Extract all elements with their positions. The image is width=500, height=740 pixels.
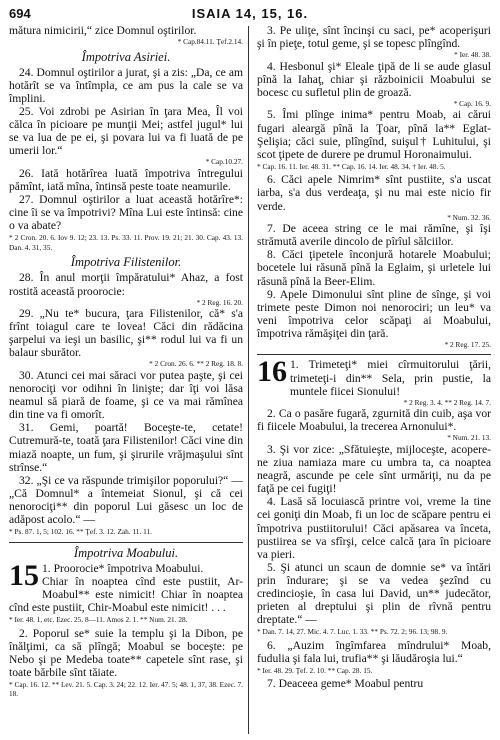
page-number: 694 <box>9 6 31 21</box>
cross-reference: * Cap. 16. 12. ** Lev. 21. 5. Cap. 3. 24; 22. 12. Ier. 47. 5; 48. 1, 37, 38. Ezec. 7. 18. <box>9 679 243 699</box>
chapter-number: 15 <box>9 558 39 592</box>
cross-reference: * 2 Reg. 3. 4. ** 2 Reg. 14. 7. <box>403 397 491 407</box>
verse-7: 7. Deaceea geme* Moabul pentru <box>267 677 424 691</box>
cross-reference: * 2 Cron. 20. 6. Iov 9. 12; 23. 13. Ps. 33. 11. Prov. 19. 21; 21. 30. Cap. 43. 13. Dan. 4. 31, 35. <box>9 233 243 252</box>
verse-text: 1. Proorocie* împotriva Moabului. <box>42 561 204 575</box>
cross-reference: * Cap. 16. 9. <box>453 98 491 108</box>
verse-32: 32. „Şi ce va răspunde trimişilor poporului?“ — „Că Domnul* a întemeiat Sionul, şi că cei nenorociţi** din poporul Lui găsesc un loc de adăpost acolo.“ — <box>9 473 243 526</box>
cross-reference: * Ier. 48. 1, etc. Ezec. 25. 8—11. Amos 2. 1. ** Num. 21. 28. <box>9 615 188 625</box>
verse-27: 27. Domnul oştirilor a luat această hotărîre*: cine îi se va împotrivi? Mîna Lui este întinsă: cine o va abate? <box>9 193 243 233</box>
cross-reference: * Cap. 16. 11. Ier. 48. 31. ** Cap. 16. 14. Ier. 48. 34. † Ier. 48. 5. <box>257 161 446 171</box>
section-rule <box>257 354 491 355</box>
section-heading: Împotriva Moabului. <box>73 545 179 560</box>
column-divider <box>248 26 249 734</box>
verse-29: 29. „Nu te* bucura, ţara Filistenilor, că* s'a frînt toiagul care te lovea! Căci din rădăcina şarpelui va ieşi un basilic, şi** rodul lui va fi un balaur sburător. <box>9 307 243 360</box>
cross-reference: * 2 Reg. 17. 25. <box>444 339 491 349</box>
cross-reference: * Cap.10.27. <box>205 157 243 167</box>
verse-9: 9. Apele Dimonului sînt pline de sînge, şi voi trimete peste Dimon noi nenorociri; un leu* va veni împotriva celor scăpaţi ai Moabului, împotriva rămăşiţei din ţară. <box>257 287 491 340</box>
verse-3: 3. Şi vor zice: „Sfătuieşte, mijloceşte, acopere-ne ziua namiaza mare cu umbra ta, ca noaptea neagră, ascunde pe cele sînt urmăriţi, nu da pe faţă pe cei fugiţi! <box>257 442 491 496</box>
verse-24: 24. Domnul oştirilor a jurat, şi a zis: „Da, ce am hotărît se va întîmpla, ce am pus la cale se va împlini. <box>9 65 243 105</box>
cross-reference: * Ps. 87. 1, 5; 102. 16. ** Ţef. 3. 12. Zah. 11. 11. <box>9 527 152 537</box>
verse-31: 31. Gemi, poartă! Boceşte-te, cetate! Cutremură-te, toată ţara Filistenilor! Căci vine din miază noapte, un fum, şi şirurile vrăjmaşului sînt strînse.“ <box>9 421 243 474</box>
section-rule <box>9 542 243 543</box>
verse-text: Chiar în noaptea cînd este pustiit, Ar-Moabul** este nimicit! Chiar în noaptea cînd este pustiit, Chir-Moabul este nimicit! . . . <box>9 574 243 614</box>
chapter-number: 16 <box>257 355 287 389</box>
cross-reference: * Num. 32. 36. <box>447 212 491 222</box>
verse-4: 4. Hesbonul şi* Eleale ţipă de li se aude glasul pînă la Iahaţ, chiar şi războinicii Moabului se bocesc cu sufletul plin de groază. <box>257 59 491 99</box>
verse-7: 7. De aceea string ce le mai rămîne, şi îşi strămută averile dincolo de pîrîul sălciilor. <box>257 222 491 249</box>
verse-28: 28. În anul morţii împăratului* Ahaz, a fost rostită această proorocie: <box>9 271 243 298</box>
page-header <box>9 6 491 24</box>
verse-6: 6. „Auzim îngîmfarea mîndrului* Moab, fudulia şi fala lui, trufia** şi lăudăroşia lui.“ <box>257 638 491 665</box>
cross-reference: * Cap.84.11. Ţef.2.14. <box>177 37 243 47</box>
section-heading: Împotriva Asiriei. <box>81 49 171 64</box>
verse-2: 2. Poporul se* suie la templu şi la Dibon, pe înălţimi, ca să plîngă; Moabul se boceşte: pe Nebo şi pe Medeba toate** capetele sînt rase, şi toate bărbile sînt tăiate. <box>9 626 243 679</box>
verse-text: 1. Trimeteţi* miei cîrmuitorului ţării, trimeteţi-i din** Sela, prin pustie, la muntele fiicei Sionului! <box>290 358 491 398</box>
cross-reference: * 2 Cron. 26. 6. ** 2 Reg. 18. 8. <box>149 359 243 369</box>
verse-30: 30. Atunci cei mai săraci vor putea paşte, şi cei nenorociţi vor odihni în linişte; dar îţi voi lăsa neamul să piară de foame, şi ce va mai rămînea din tine va fi omorît. <box>9 368 243 422</box>
verse-5: 5. Îmi plînge inima* pentru Moab, ai cărui fugari aleargă pînă la Ţoar, pînă la** Eglat-Şelişia; căci suie, plîngînd, suişul† Luhitului, şi scot ţipete de durere pe drumul Horonaimului. <box>257 108 491 161</box>
left-column <box>9 24 243 701</box>
right-column <box>257 24 491 691</box>
chapter-16-verse-1 <box>257 355 491 398</box>
cross-reference: * 2 Reg. 16. 20. <box>196 297 243 307</box>
running-title: ISAIA 14, 15, 16. <box>191 6 309 21</box>
verse-26: 26. Iată hotărîrea luată împotriva întregului pămînt, iată mîna, întinsă peste toate neamurile. <box>9 166 243 193</box>
chapter-15-verse-1 <box>9 558 243 592</box>
verse-4: 4. Lasă să locuiască printre voi, vreme la tine cei goniţi din Moab, fi un loc de scăpare pentru ei împotriva pustiitorului! Căci apăsarea va înceta, pustiirea se va sfîrşi, celce calcă ţara în picioare va pieri. <box>257 495 491 561</box>
verse-5: 5. Şi atunci un scaun de domnie se* va întări prin îndurare; şi se va vedea şezînd cu credincioşie, în casa lui David, un** judecător, prieten al dreptului şi plin de rîvnă pentru dreptate.“ — <box>257 560 491 627</box>
verse-6: 6. Căci apele Nimrim* sînt pustiite, s'a uscat iarba, s'a dus verdeaţa, şi nu mai este nicio fir verde. <box>257 173 491 213</box>
cross-reference: * Ier. 48. 29. Ţef. 2. 10. ** Cap. 28. 15. <box>257 665 373 675</box>
cross-reference: * Ier. 48. 38. <box>454 50 491 60</box>
verse-2: 2. Ca o pasăre fugară, zgurnită din cuib, aşa vor fi fiicele Moabului, la trecerea Arnonului*. <box>257 407 491 434</box>
verse-text: mătura nimicirii,“ zice Domnul oştirilor. <box>9 24 197 37</box>
verse-8: 8. Căci ţipetele înconjură hotarele Moabului; bocetele lui răsună pînă la Eglaim, şi urletele lui răsună pînă la Beer-Elim. <box>257 248 491 288</box>
verse-3: 3. Pe uliţe, sînt încinşi cu saci, pe* acoperişuri şi în pieţe, totul geme, şi se topesc plîngînd. <box>257 24 491 51</box>
cross-reference: * Num. 21. 13. <box>447 433 491 443</box>
section-heading: Împotriva Filistenilor. <box>70 255 182 270</box>
verse-25: 25. Voi zdrobi pe Asirian în ţara Mea, Îl voi călca în picioare pe munţii Mei; astfel jugul* lui se va lua de pe ei, şi povara lui va fi luată de pe umerii lor.“ <box>9 104 243 158</box>
cross-reference: * Dan. 7. 14, 27. Mic. 4. 7. Luc. 1. 33. ** Ps. 72. 2; 96. 13; 98. 9. <box>257 627 448 637</box>
